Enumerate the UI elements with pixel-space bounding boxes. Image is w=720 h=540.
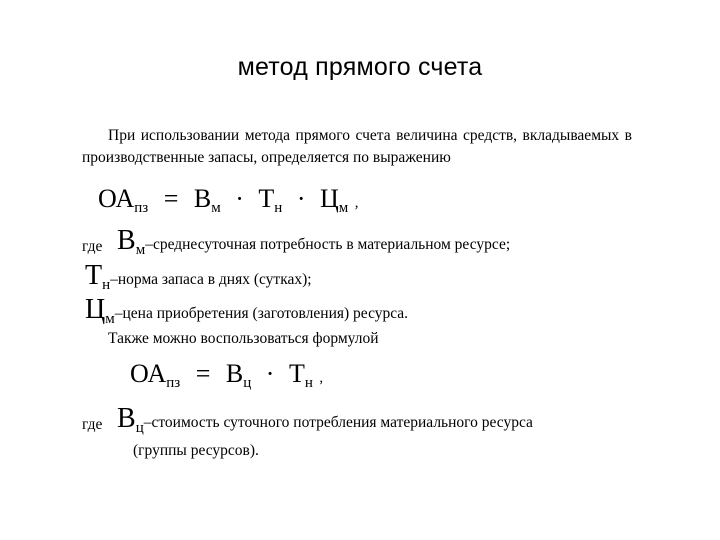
formula-2-lhs-sub: пз [166,375,181,391]
intro-text: При использовании метода прямого счета величина средств, вкладываемых в производственные запасы, определяется по выражению [82,127,632,166]
intro-paragraph [82,125,632,168]
definition-2-symbol-sub: н [102,277,111,293]
definition-2-text: –норма запаса в днях (сутках); [110,271,312,288]
formula-2-dot: · [265,359,275,388]
formula-2-lhs: ОА [130,359,167,388]
definition-1-symbol: В [117,225,136,256]
formula-2-term-1-sub: ц [243,375,252,391]
formula-2 [130,359,323,389]
definition-1 [117,225,510,257]
formula-2-term-2-sub: н [304,375,313,391]
formula-1-lhs-sub: пз [134,200,149,216]
definition-1-symbol-sub: м [135,242,146,258]
definition-3 [85,294,408,326]
formula-1-eq: = [163,184,179,213]
formula-1-term-1-sub: м [211,200,221,216]
formula-2-term-1: В [225,359,244,388]
also-text: Также можно воспользоваться формулой [108,330,379,347]
definition-4-symbol: В [117,403,136,434]
definition-4-continuation: (группы ресурсов). [133,442,259,459]
formula-1-dot-1: · [235,184,244,213]
definition-1-text: –среднесуточная потребность в материальном ресурсе; [145,236,511,253]
definition-3-symbol: Ц [85,294,106,325]
definition-2-symbol: Т [85,260,103,291]
formula-1-term-2: Т [258,184,275,213]
where-label-1: где [82,238,103,255]
formula-1 [98,184,359,214]
formula-1-lhs: ОА [98,184,135,213]
formula-2-term-2: Т [288,359,305,388]
formula-2-comma: , [319,370,324,386]
formula-1-term-3: Ц [320,184,339,213]
slide-title: метод прямого счета [237,53,483,81]
formula-1-dot-2: · [296,184,306,213]
formula-1-term-1: В [193,184,212,213]
definition-3-symbol-sub: м [105,311,115,327]
formula-1-term-3-sub: м [338,200,349,216]
definition-2 [85,260,312,292]
definition-4 [117,403,533,435]
where-label-2: где [82,416,103,433]
definition-3-text: –цена приобретения (заготовления) ресурса. [114,305,409,322]
formula-1-comma: , [354,195,359,211]
definition-4-symbol-sub: ц [135,420,144,436]
formula-1-term-2-sub: н [274,200,283,216]
formula-2-eq: = [195,359,211,388]
definition-4-text: –стоимость суточного потребления материального ресурса [143,414,533,431]
